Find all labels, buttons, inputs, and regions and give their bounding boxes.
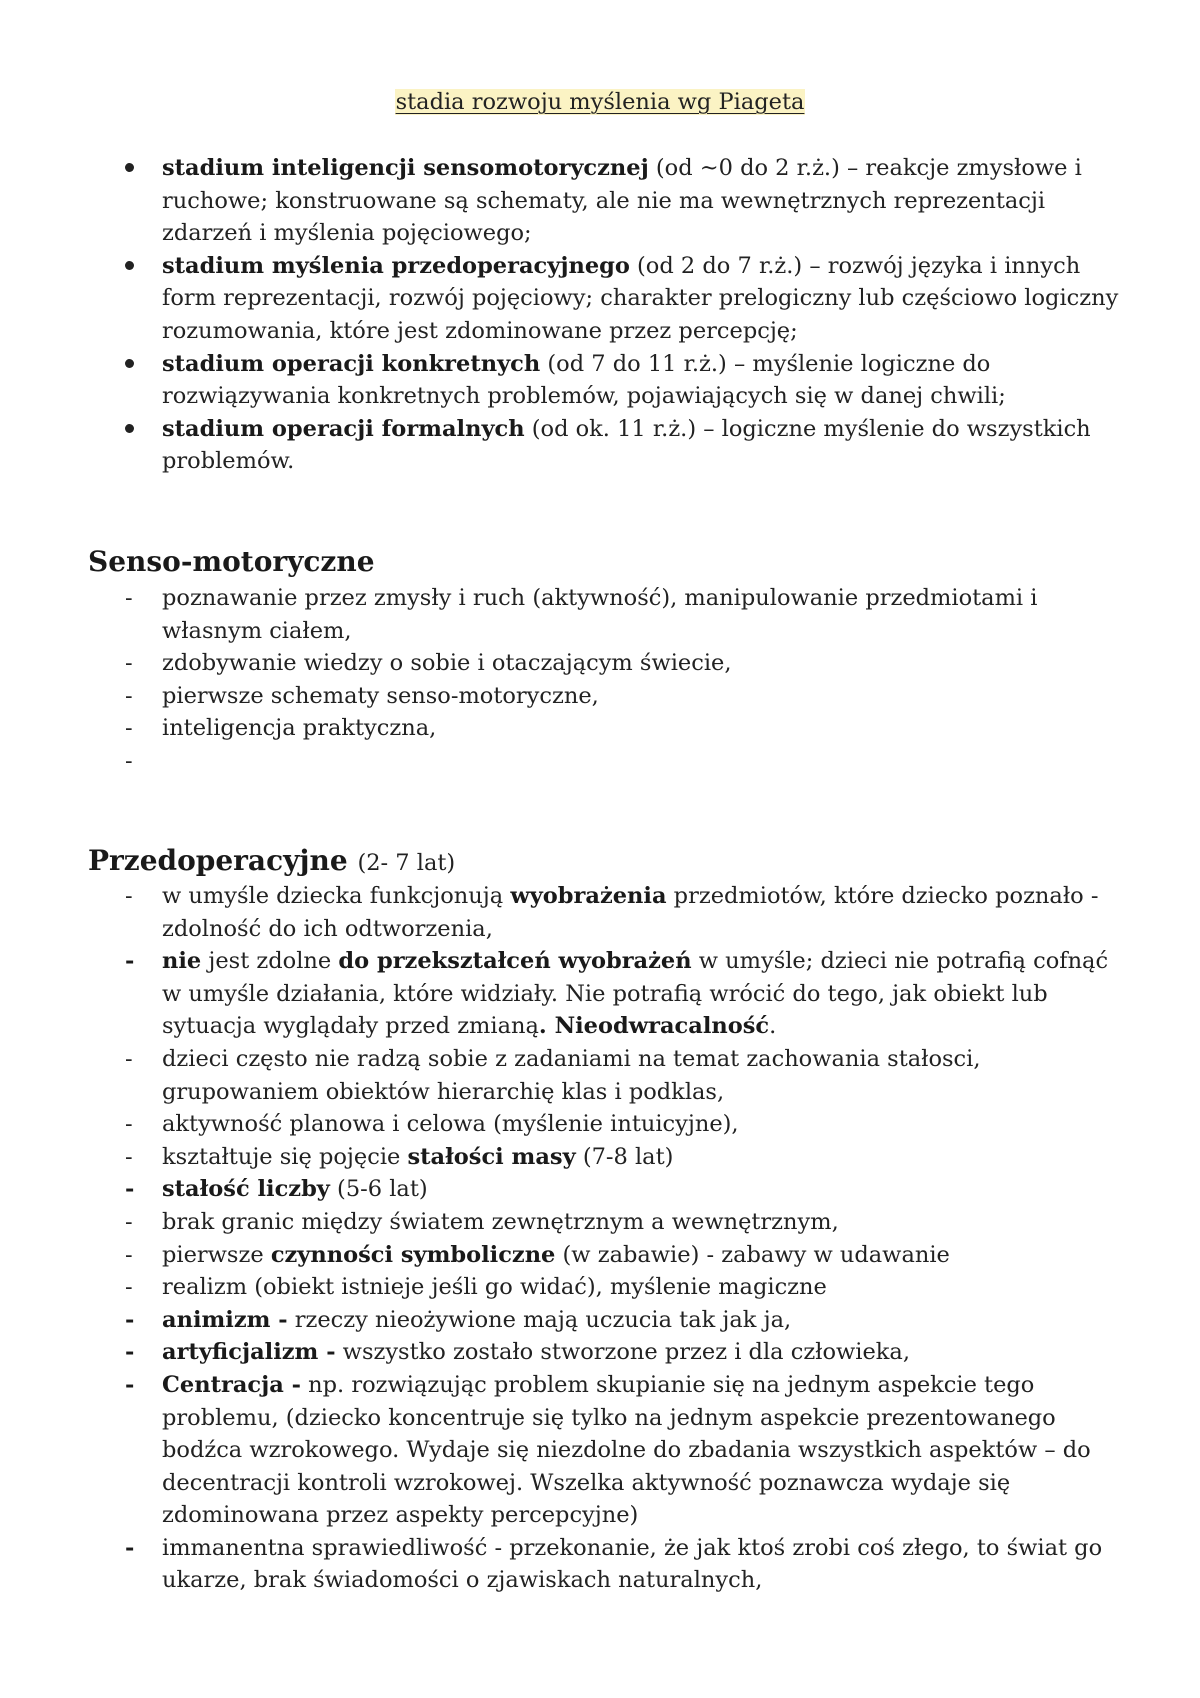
list-item bbox=[125, 1173, 1122, 1206]
bullet-icon bbox=[125, 163, 134, 172]
list-item-text: poznawanie przez zmysły i ruch (aktywność), manipulowanie przedmiotami i własnym ciałem, bbox=[162, 585, 1038, 644]
text: realizm (obiekt istnieje jeśli go widać), myślenie magiczne bbox=[162, 1274, 827, 1301]
list-item bbox=[125, 1141, 1122, 1174]
bold-text: Centracja - bbox=[162, 1371, 301, 1398]
list-item-text: pierwsze schematy senso-motoryczne, bbox=[162, 682, 599, 709]
przed-heading bbox=[88, 843, 455, 881]
dash-marker: - bbox=[125, 1176, 135, 1203]
bold-text: . Nieodwracalność bbox=[538, 1013, 770, 1040]
list-item bbox=[125, 1043, 1122, 1108]
list-item bbox=[125, 1239, 1122, 1272]
dash-marker: - bbox=[125, 585, 133, 611]
text: immanentna sprawiedliwość - przekonanie, że jak ktoś zrobi coś złego, to świat go ukarze, brak świadomości o zjawiskach naturalnych, bbox=[162, 1534, 1103, 1594]
list-item-text: zdobywanie wiedzy o sobie i otaczającym świecie, bbox=[162, 650, 732, 677]
dash-marker: - bbox=[125, 1371, 135, 1398]
dash-marker: - bbox=[125, 883, 133, 909]
stage-name: stadium operacji formalnych bbox=[162, 415, 525, 442]
list-item bbox=[125, 1532, 1122, 1597]
dash-marker: - bbox=[125, 1339, 135, 1366]
dash-marker: - bbox=[125, 948, 135, 975]
dash-marker: - bbox=[125, 1111, 133, 1138]
text: w umyśle; dzieci nie potrafią cofnąć w umyśle działania, które widziały. Nie potrafią wrócić do tego, jak obiekt lub sytuacja wyglądały przed zmianą bbox=[162, 948, 1109, 1040]
przed-list bbox=[125, 880, 1122, 1597]
list-item bbox=[125, 680, 1122, 713]
stages-list bbox=[162, 152, 1122, 478]
text: wszystko zostało stworzone przez i dla człowieka, bbox=[335, 1339, 910, 1366]
list-item bbox=[125, 1206, 1122, 1239]
list-item-text: inteligencja praktyczna, bbox=[162, 715, 437, 742]
text: np. rozwiązując problem skupianie się na jednym aspekcie tego problemu, (dziecko koncentruje się tylko na jednym aspekcie prezentowanego bodźca wzrokowego. Wydaje się niezdolne do zbadania wszystkich aspektów – do decentracji kontroli wzrokowej. Wszelka aktywność poznawcza wydaje się zdominowana przez aspekty percepcyjne) bbox=[162, 1371, 1091, 1529]
dash-marker: - bbox=[125, 715, 133, 742]
stage-name: stadium operacji konkretnych bbox=[162, 350, 541, 377]
list-item bbox=[125, 880, 1122, 945]
dash-marker: - bbox=[125, 682, 133, 709]
text: (w zabawie) - zabawy w udawanie bbox=[555, 1241, 950, 1268]
bold-text: czynności symboliczne bbox=[270, 1241, 556, 1268]
bullet-icon bbox=[125, 424, 134, 433]
bold-text: do przekształceń wyobrażeń bbox=[338, 948, 692, 975]
dash-marker: - bbox=[125, 1306, 135, 1333]
stage-name: stadium inteligencji sensomotorycznej bbox=[162, 155, 649, 181]
bold-text: stałości masy bbox=[407, 1143, 576, 1170]
text: jest zdolne bbox=[201, 948, 339, 975]
text: brak granic między światem zewnętrznym a wewnętrznym, bbox=[162, 1208, 839, 1235]
dash-marker: - bbox=[125, 1534, 135, 1561]
list-item bbox=[125, 582, 1122, 647]
list-item bbox=[125, 712, 1122, 745]
text: dzieci często nie radzą sobie z zadaniami na temat zachowania stałosci, grupowaniem obiektów hierarchię klas i podklas, bbox=[162, 1045, 981, 1105]
list-item bbox=[125, 1271, 1122, 1304]
text: rzeczy nieożywione mają uczucia tak jak ja, bbox=[287, 1306, 792, 1333]
senso-heading-text: Senso-motoryczne bbox=[88, 545, 375, 578]
dash-marker: - bbox=[125, 1274, 133, 1301]
document-title: stadia rozwoju myślenia wg Piageta bbox=[395, 89, 805, 115]
bold-text: nie bbox=[162, 948, 202, 975]
stage-item bbox=[162, 250, 1122, 348]
list-item bbox=[125, 945, 1122, 1043]
stage-item bbox=[162, 348, 1122, 413]
stage-description: (od ok. 11 r.ż.) – logiczne myślenie do wszystkich problemów. bbox=[162, 415, 1091, 475]
dash-marker: - bbox=[125, 1241, 133, 1268]
przed-age-range: (2- 7 lat) bbox=[357, 850, 456, 876]
stage-description: (od ~0 do 2 r.ż.) – reakcje zmysłowe i ruchowe; konstruowane są schematy, ale nie ma wewnętrznych reprezentacji zdarzeń i myślenia pojęciowego; bbox=[162, 155, 1082, 247]
list-item bbox=[125, 1369, 1122, 1532]
bullet-icon bbox=[125, 261, 134, 270]
text: (7-8 lat) bbox=[575, 1143, 674, 1170]
przed-heading-text: Przedoperacyjne bbox=[88, 844, 348, 877]
dash-marker: - bbox=[125, 747, 133, 774]
bold-text: wyobrażenia bbox=[510, 883, 667, 909]
list-item bbox=[125, 745, 1122, 778]
bold-text: stałość liczby bbox=[162, 1176, 330, 1203]
text: . bbox=[769, 1013, 777, 1040]
bold-text: animizm - bbox=[162, 1306, 288, 1333]
text: w umyśle dziecka funkcjonują bbox=[162, 883, 511, 909]
text: aktywność planowa i celowa (myślenie intuicyjne), bbox=[162, 1111, 739, 1138]
text: kształtuje się pojęcie bbox=[162, 1143, 408, 1170]
text: przedmiotów, które dziecko poznało - zdolność do ich odtworzenia, bbox=[162, 883, 1099, 942]
stage-description: (od 2 do 7 r.ż.) – rozwój języka i innych form reprezentacji, rozwój pojęciowy; charakter prelogiczny lub częściowo logiczny rozumowania, które jest zdominowane przez percepcję; bbox=[162, 252, 1119, 344]
text: pierwsze bbox=[162, 1241, 271, 1268]
bold-text: artyficjalizm - bbox=[162, 1339, 336, 1366]
dash-marker: - bbox=[125, 1143, 133, 1170]
text: (5-6 lat) bbox=[329, 1176, 428, 1203]
list-item bbox=[125, 1336, 1122, 1369]
dash-marker: - bbox=[125, 1208, 133, 1235]
stage-name: stadium myślenia przedoperacyjnego bbox=[162, 252, 630, 279]
bullet-icon bbox=[125, 359, 134, 368]
list-item bbox=[125, 1108, 1122, 1141]
senso-heading bbox=[88, 544, 375, 580]
senso-list bbox=[125, 582, 1122, 778]
list-item bbox=[125, 1304, 1122, 1337]
title-wrap bbox=[0, 86, 1200, 118]
stage-description: (od 7 do 11 r.ż.) – myślenie logiczne do rozwiązywania konkretnych problemów, pojawiających się w danej chwili; bbox=[162, 350, 1006, 410]
list-item bbox=[125, 647, 1122, 680]
dash-marker: - bbox=[125, 1045, 133, 1072]
stage-item bbox=[162, 152, 1122, 250]
stage-item bbox=[162, 413, 1122, 478]
dash-marker: - bbox=[125, 650, 133, 677]
